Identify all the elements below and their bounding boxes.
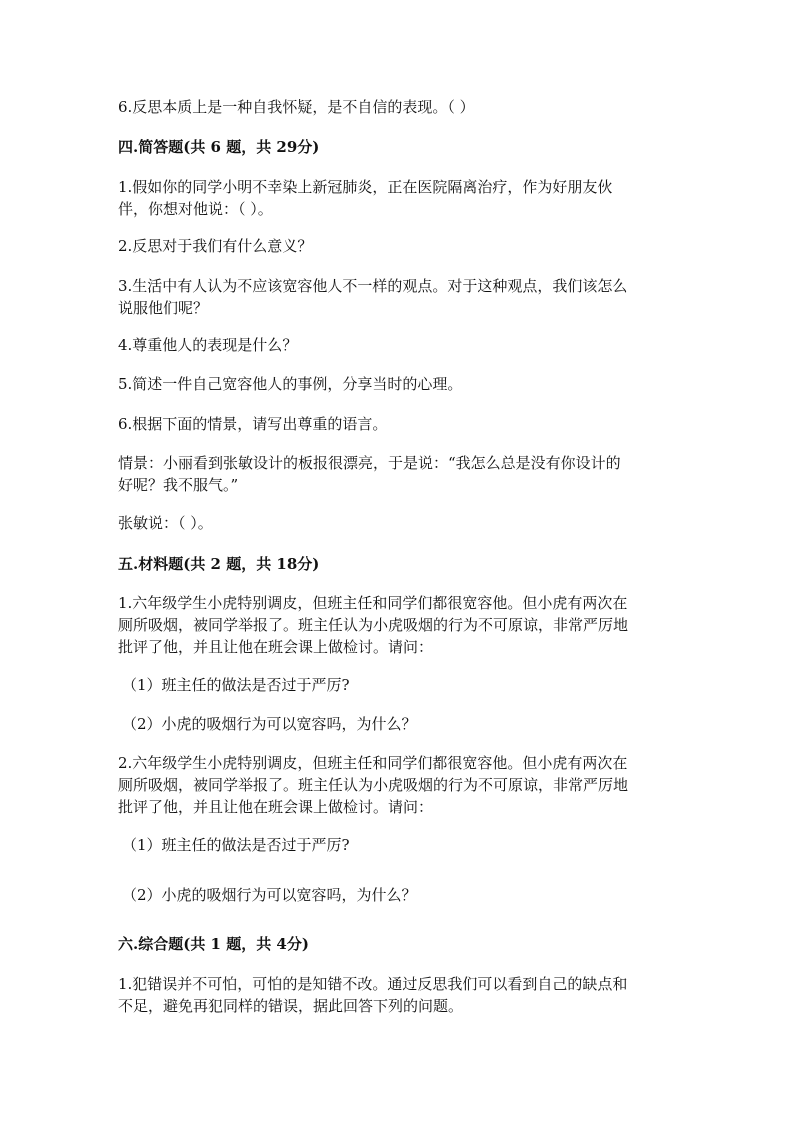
question-4-3-line-1: 3.生活中有人认为不应该宽容他人不一样的观点。对于这种观点，我们该怎么 [118,277,628,295]
question-5-2-line-1: 2.六年级学生小虎特别调皮，但班主任和同学们都很宽容他。但小虎有两次在 [118,754,628,772]
question-5-2-line-3: 批评了他，并且让他在班会课上做检讨。请问： [118,798,434,816]
section-6-heading: 六.综合题(共 1 题，共 4分) [118,935,309,953]
question-4-3 [118,275,678,319]
question-4-5: 5.简述一件自己宽容他人的事例，分享当时的心理。 [118,375,463,393]
question-5-1-line-1: 1.六年级学生小虎特别调皮，但班主任和同学们都很宽容他。但小虎有两次在 [118,594,628,612]
question-5-2-line-2: 厕所吸烟，被同学举报了。班主任认为小虎吸烟的行为不可原谅，非常严厉地 [118,776,629,794]
scenario-text [118,452,678,496]
question-4-2: 2.反思对于我们有什么意义？ [118,237,313,255]
question-6-1-line-1: 1.犯错误并不可怕，可怕的是知错不改。通过反思我们可以看到自己的缺点和 [118,975,628,993]
question-6-judgement: 6.反思本质上是一种自我怀疑，是不自信的表现。（ ） [118,98,475,116]
question-4-4: 4.尊重他人的表现是什么？ [118,336,298,354]
section-4-heading: 四.简答题(共 6 题，共 29分) [118,138,320,156]
question-4-3-line-2: 说服他们呢？ [118,299,209,317]
question-5-1-sub-1: （1）班主任的做法是否过于严厉? [122,676,350,694]
question-6-1-line-2: 不足，避免再犯同样的错误，据此回答下列的问题。 [118,997,464,1015]
question-5-1 [118,592,678,658]
question-5-2-sub-2: （2）小虎的吸烟行为可以宽容吗，为什么？ [122,886,417,904]
question-5-1-line-3: 批评了他，并且让他在班会课上做检讨。请问： [118,638,434,656]
zhangmin-answer-line: 张敏说：（ ）。 [118,514,213,532]
question-5-1-line-2: 厕所吸烟，被同学举报了。班主任认为小虎吸烟的行为不可原谅，非常严厉地 [118,616,629,634]
question-6-1 [118,973,678,1017]
scenario-line-1: 情景：小丽看到张敏设计的板报很漂亮，于是说：“我怎么总是没有你设计的 [118,454,621,472]
question-5-2-sub-1: （1）班主任的做法是否过于严厉? [122,836,350,854]
section-5-heading: 五.材料题(共 2 题，共 18分) [118,555,320,573]
question-4-1 [118,176,678,220]
question-4-6: 6.根据下面的情景，请写出尊重的语言。 [118,415,388,433]
question-5-1-sub-2: （2）小虎的吸烟行为可以宽容吗，为什么？ [122,715,417,733]
scenario-line-2: 好呢？我不服气。” [118,476,239,494]
question-4-1-line-1: 1.假如你的同学小明不幸染上新冠肺炎，正在医院隔离治疗，作为好朋友伙 [118,178,613,196]
question-4-1-line-2: 伴，你想对他说：（ ）。 [118,200,273,218]
question-5-2 [118,752,678,818]
